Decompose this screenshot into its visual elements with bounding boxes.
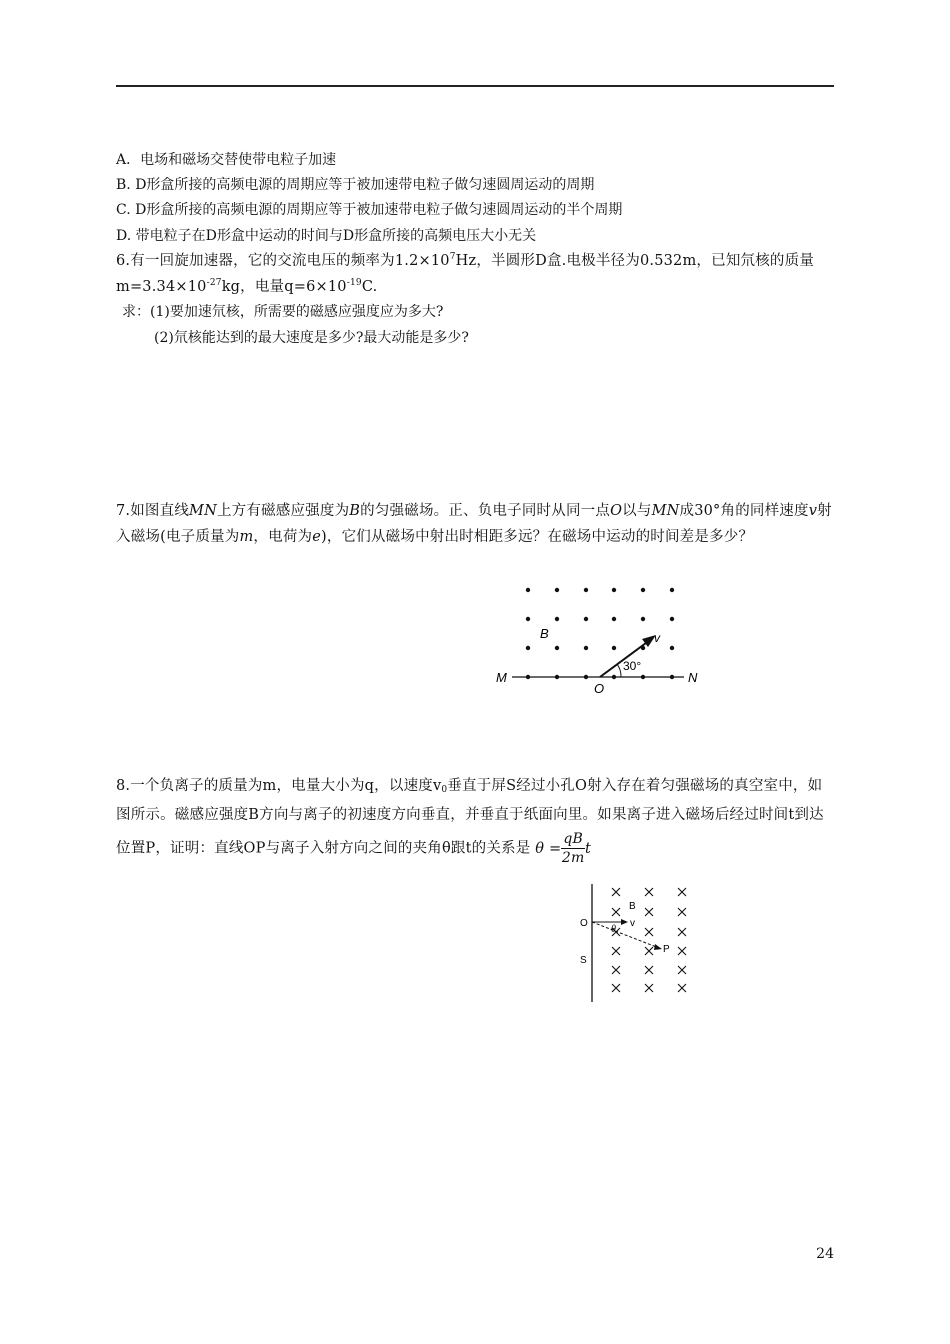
page-number: 24: [816, 1246, 834, 1262]
question-6-ask-1: 求：(1)要加速氘核，所需要的磁感应强度应为多大?: [122, 304, 444, 320]
formula: θ = $\frac{qB}{2m}$ t: [535, 831, 592, 866]
figure-7-diagram: [490, 580, 710, 702]
label-n: N: [688, 670, 698, 685]
label-angle: 30°: [623, 659, 642, 673]
label-b: B: [540, 626, 549, 641]
option-b: B. D形盒所接的高频电源的周期应等于被加速带电粒子做匀速圆周运动的周期: [116, 177, 595, 193]
field-crosses: [612, 888, 686, 992]
op-line: [592, 922, 659, 948]
question-6: 6.有一回旋加速器，它的交流电压的频率为$1.2\times 10^7Hz$，半圆形D盒.电极半径为0.532m，已知氘核的质量$m=3.34\times 10^{-27}kg$，电量$q=6\times 10^{-19}C$.: [116, 252, 815, 295]
option-c: C. D形盒所接的高频电源的周期应等于被加速带电粒子做匀速圆周运动的半个周期: [116, 202, 623, 218]
label-v: v: [630, 918, 635, 929]
label-v: v: [654, 631, 660, 645]
question-6-ask-2: (2)氘核能达到的最大速度是多少?最大动能是多少?: [154, 330, 469, 346]
label-p: P: [663, 944, 670, 955]
question-8: 8.一个负离子的质量为m，电量大小为q，以速度$v_0$垂直于屏S经过小孔O射入存在着匀强磁场的真空室中，如图所示。磁感应强度B方向与离子的初速度方向垂直，并垂直于纸面向里。如果离子进入磁场后经过时间t到达位置P，证明：直线OP与离子入射方向之间的夹角θ跟t的关系是 θ = $\frac{qB}{2m}$ t: [116, 778, 824, 866]
p-arrowhead: [654, 944, 662, 950]
label-theta: θ: [611, 924, 616, 935]
label-o: O: [594, 681, 605, 696]
option-a: A．电场和磁场交替使带电粒子加速: [116, 152, 337, 168]
label-o: O: [580, 918, 588, 929]
label-b: B: [629, 901, 636, 912]
angle-arc: [617, 664, 621, 677]
header-rule: [116, 85, 834, 87]
question-7: 7.如图直线MN上方有磁感应强度为B的匀强磁场。正、负电子同时从同一点O以与MN成30°角的同样速度v射入磁场(电子质量为m，电荷为e)，它们从磁场中射出时相距多远？在磁场中运动的时间差是多少？: [116, 503, 832, 545]
label-s: S: [580, 955, 587, 966]
figure-8-diagram: [574, 882, 704, 1004]
arrowhead: [621, 919, 628, 925]
label-m: M: [496, 670, 507, 685]
option-d: D. 带电粒子在D形盒中运动的时间与D形盒所接的高频电压大小无关: [116, 228, 537, 244]
